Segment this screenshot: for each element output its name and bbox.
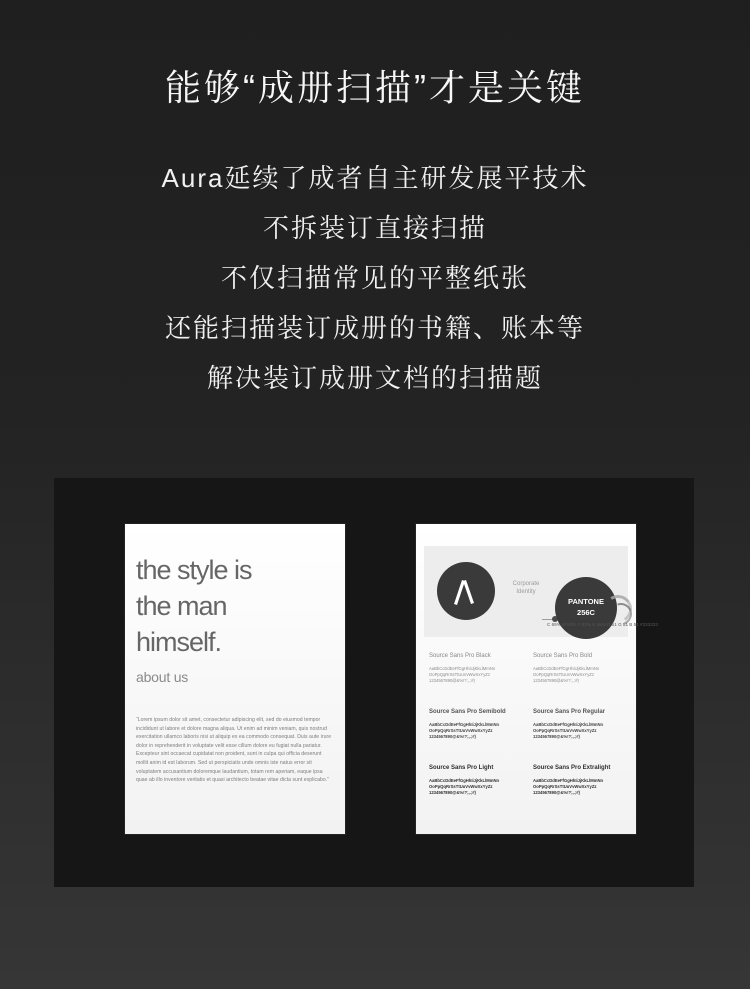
type-sample-text-extralight: AaBbCcDdEeFfGgHhIiJjKkLlMmNn OoPpQqRrSsTtUuVvWwXxYyZz 1234567890@&%!?;,.;#) (533, 778, 604, 796)
type-sample-light (429, 764, 521, 814)
type-sample-regular (533, 708, 625, 758)
quote-line-3: himself. (136, 627, 222, 657)
about-us-label: about us (136, 669, 189, 685)
type-sample-black (429, 652, 521, 702)
headline: 能够“成册扫描”才是关键 (165, 67, 585, 108)
copy-line-2: 不拆装订直接扫描 (262, 213, 487, 243)
quote-line-1: the style is (136, 555, 252, 585)
swatch-line-2: 256C (577, 608, 595, 617)
copy-line-5: 解决装订成册文档的扫描题 (206, 363, 543, 393)
type-title-semibold: Source Sans Pro Semibold (429, 709, 506, 715)
type-sample-text-semibold: AaBbCcDdEeFfGgHhIiJjKkLlMmNn OoPpQqRrSsTtUuVvWwXxYyZz 1234567890@&%!?;,.;#) (429, 722, 500, 740)
copy-line-4: 还能扫描装订成册的书籍、账本等 (164, 313, 585, 343)
identity-label (505, 580, 547, 596)
body-paragraph: “Lorem ipsum dolor sit amet, consectetur adipiscing elit, sed do eiusmod tempor incididunt ut labore et dolore magna aliqua. Ut enim ad minim veniam, quis nostrud exercitation ullamco laboris nisi ut aliquip ex ea commodo consequat. Duis aute irure dolor in reprehenderit in voluptate velit esse cillum dolore eu fugiat nulla pariatur. Excepteur sint occaecat cupidatat non proident, sunt in culpa qui officia deserunt mollit anim id est laborum. Sed ut perspiciatis unde omnis iste natus error sit voluptatem accusantium doloremque laudantium, totam rem aperiam, eaque ipsa quae ab illo inventore veritatis et quasi architecto beatae vitae dicta sunt explicabo.” (136, 717, 332, 784)
identity-label-line-2: Identity (516, 589, 536, 595)
quote-block (136, 552, 326, 660)
showcase-panel (54, 478, 694, 887)
type-title-bold: Source Sans Pro Bold (533, 653, 593, 659)
type-sample-text-black: AaBbCcDdEeFfGgHhIiJjKkLlMmNn OoPpQqRrSsTtUuVvWwXxYyZz 1234567890@&%!?;,.;#) (429, 666, 496, 684)
type-title-regular: Source Sans Pro Regular (533, 709, 606, 715)
feature-copy (0, 153, 750, 403)
type-sample-text-bold: AaBbCcDdEeFfGgHhIiJjKkLlMmNn OoPpQqRrSsTtUuVvWwXxYyZz 1234567890@&%!?;,.;#) (533, 666, 600, 684)
copy-line-1: Aura延续了成者自主研发展平技术 (161, 163, 589, 193)
type-sample-bold (533, 652, 625, 702)
type-sample-extralight (533, 764, 625, 814)
type-title-black: Source Sans Pro Black (429, 653, 491, 659)
type-sample-text-light: AaBbCcDdEeFfGgHhIiJjKkLlMmNn OoPpQqRrSsTtUuVvWwXxYyZz 1234567890@&%!?;,.;#) (429, 778, 500, 796)
right-sample-page (416, 524, 658, 834)
type-sample-semibold (429, 708, 521, 758)
typography-grid (429, 652, 629, 822)
type-sample-text-regular: AaBbCcDdEeFfGgHhIiJjKkLlMmNn OoPpQqRrSsTtUuVvWwXxYyZz 1234567890@&%!?;,.;#) (533, 722, 604, 740)
left-sample-page (125, 524, 345, 834)
brand-mark-circle (437, 562, 495, 620)
copy-line-3: 不仅扫描常见的平整纸张 (220, 263, 529, 293)
abstract-slash-logo-icon (450, 577, 482, 607)
identity-label-line-1: Corporate (512, 581, 540, 587)
color-codes: C 69% M 53% Y 62% K 58% R 51 G 51 B 51 #333333 (547, 622, 658, 627)
swatch-line-1: PANTONE (568, 597, 604, 606)
type-title-light: Source Sans Pro Light (429, 765, 494, 771)
type-title-extralight: Source Sans Pro Extralight (533, 765, 611, 771)
quote-line-2: the man (136, 591, 227, 621)
